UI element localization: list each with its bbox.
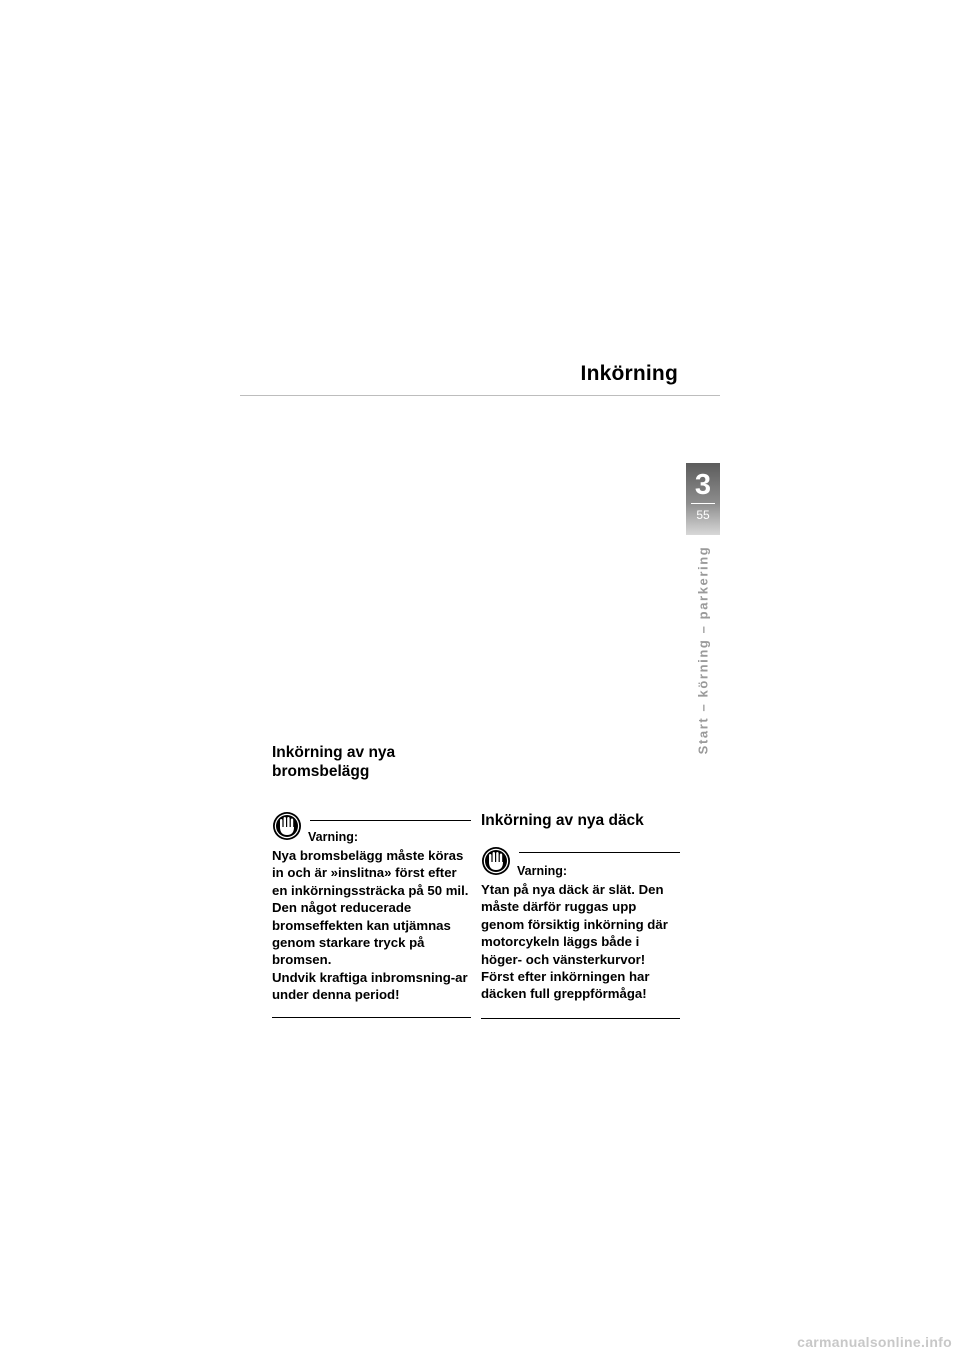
- warning-rule-top: [519, 852, 680, 853]
- warning-rule-bottom: [272, 1017, 471, 1018]
- warning-block-tyres: [481, 842, 680, 1022]
- section-heading-brake-pads: Inkörning av nya bromsbelägg: [272, 744, 396, 780]
- section-heading-tyres: Inkörning av nya däck: [481, 812, 644, 829]
- warning-label: Varning:: [517, 864, 568, 878]
- warning-rule-bottom: [481, 1018, 680, 1019]
- warning-hand-icon: [272, 811, 302, 841]
- warning-rule-top: [310, 820, 471, 821]
- warning-text: Ytan på nya däck är slät. Den måste därför ruggas upp genom försiktig inkörning där motorcykeln läggs både i höger- och vänsterkurvor! Först efter inkörningen har däcken full greppförmåga!: [481, 882, 668, 1002]
- page-title: Inkörning: [580, 362, 678, 385]
- chapter-side-label: Start – körning – parkering: [695, 545, 711, 755]
- footer-watermark: carmanualsonline.info: [797, 1334, 952, 1350]
- chapter-tab: [686, 463, 720, 535]
- warning-hand-icon: [481, 846, 511, 876]
- warning-text: Nya bromsbelägg måste köras in och är »inslitna» först efter en inkörningssträcka på 50 mil. Den något reducerade bromseffekten kan utjämnas genom starkare tryck på bromsen. Undvik kraftiga inbromsning-ar under denna period!: [272, 848, 469, 1003]
- chapter-divider: [691, 503, 715, 504]
- section-brake-pads: [272, 743, 471, 1021]
- page-number: 55: [696, 508, 710, 522]
- chapter-number: 3: [694, 469, 712, 501]
- warning-block-brake-pads: [272, 801, 471, 1021]
- section-tyres: [481, 811, 680, 1022]
- header-rule: [240, 395, 720, 396]
- warning-label: Varning:: [308, 830, 359, 844]
